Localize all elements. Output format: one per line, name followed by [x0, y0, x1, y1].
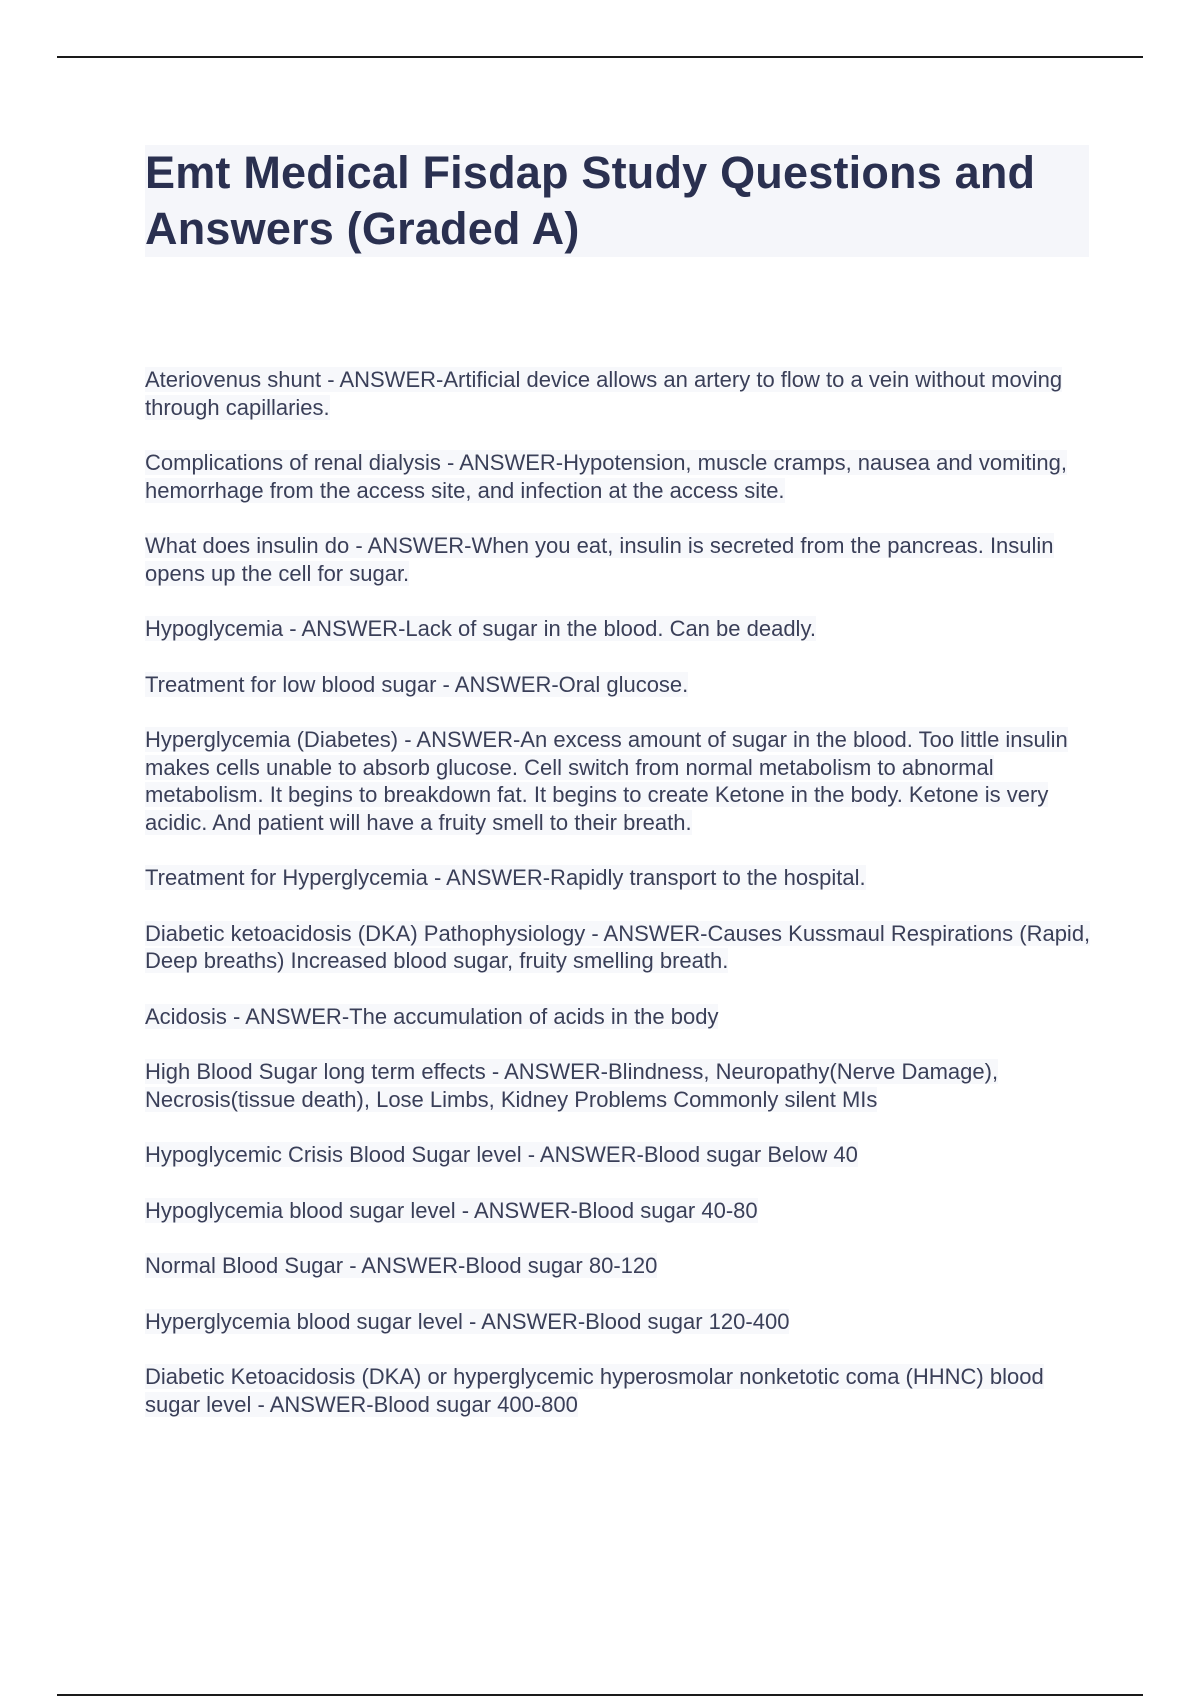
qa-text: Treatment for low blood sugar - ANSWER-Oral glucose. [145, 671, 689, 697]
qa-text: Normal Blood Sugar - ANSWER-Blood sugar 80-120 [145, 1253, 658, 1278]
qa-text: Hyperglycemia blood sugar level - ANSWER-Blood sugar 120-400 [145, 1308, 790, 1334]
qa-text: Hypoglycemia blood sugar level - ANSWER-Blood sugar 40-80 [145, 1197, 758, 1223]
document-title: Emt Medical Fisdap Study Questions and Answers (Graded A) [145, 147, 1036, 254]
qa-item-hypoglycemia [145, 615, 1095, 643]
qa-item-normal-blood-sugar [145, 1252, 1095, 1280]
qa-item-dka-pathophysiology [145, 920, 1095, 975]
qa-item-hyperglycemia-treatment [145, 864, 1095, 892]
qa-text: Hypoglycemia - ANSWER-Lack of sugar in the blood. Can be deadly. [145, 616, 816, 641]
qa-text: Diabetic ketoacidosis (DKA) Pathophysiology - ANSWER-Causes Kussmaul Respirations (Rapid, Deep breaths) Increased blood sugar, fruity smelling breath. [145, 920, 1091, 973]
qa-text: Complications of renal dialysis - ANSWER-Hypotension, muscle cramps, nausea and vomiting, hemorrhage from the access site, and infection at the access site. [145, 450, 1067, 503]
qa-item-hyperglycemia-level [145, 1308, 1095, 1336]
qa-item-low-blood-sugar-treatment [145, 671, 1095, 699]
qa-item-insulin [145, 532, 1095, 587]
qa-text: Ateriovenus shunt - ANSWER-Artificial device allows an artery to flow to a vein without moving through capillaries. [145, 367, 1063, 420]
qa-item-renal-dialysis [145, 449, 1095, 504]
qa-item-hypoglycemic-crisis-level [145, 1141, 1095, 1169]
qa-item-hyperglycemia [145, 726, 1095, 836]
qa-item-hypoglycemia-level [145, 1197, 1095, 1225]
qa-item-high-blood-sugar-effects [145, 1058, 1095, 1113]
qa-list [145, 366, 1095, 1446]
qa-item-ateriovenus-shunt [145, 366, 1095, 421]
qa-text: Hypoglycemic Crisis Blood Sugar level - ANSWER-Blood sugar Below 40 [145, 1142, 858, 1167]
qa-text: Diabetic Ketoacidosis (DKA) or hyperglycemic hyperosmolar nonketotic coma (HHNC) blood sugar level - ANSWER-Blood sugar 400-800 [145, 1364, 1044, 1417]
qa-item-dka-hhnc-level [145, 1363, 1095, 1418]
qa-text: High Blood Sugar long term effects - ANSWER-Blindness, Neuropathy(Nerve Damage), Necrosis(tissue death), Lose Limbs, Kidney Problems Commonly silent MIs [145, 1059, 999, 1112]
qa-text: Hyperglycemia (Diabetes) - ANSWER-An excess amount of sugar in the blood. Too little insulin makes cells unable to absorb glucose. Cell switch from normal metabolism to abnormal metabolism. It begins to breakdown fat. It begins to create Ketone in the body. Ketone is very acidic. And patient will have a fruity smell to their breath. [145, 727, 1068, 835]
top-divider [57, 56, 1143, 58]
qa-text: Treatment for Hyperglycemia - ANSWER-Rapidly transport to the hospital. [145, 865, 866, 890]
qa-text: Acidosis - ANSWER-The accumulation of acids in the body [145, 1003, 719, 1029]
qa-item-acidosis [145, 1003, 1095, 1031]
bottom-divider [57, 1694, 1143, 1696]
title-block [145, 145, 1089, 257]
qa-text: What does insulin do - ANSWER-When you eat, insulin is secreted from the pancreas. Insulin opens up the cell for sugar. [145, 533, 1054, 586]
